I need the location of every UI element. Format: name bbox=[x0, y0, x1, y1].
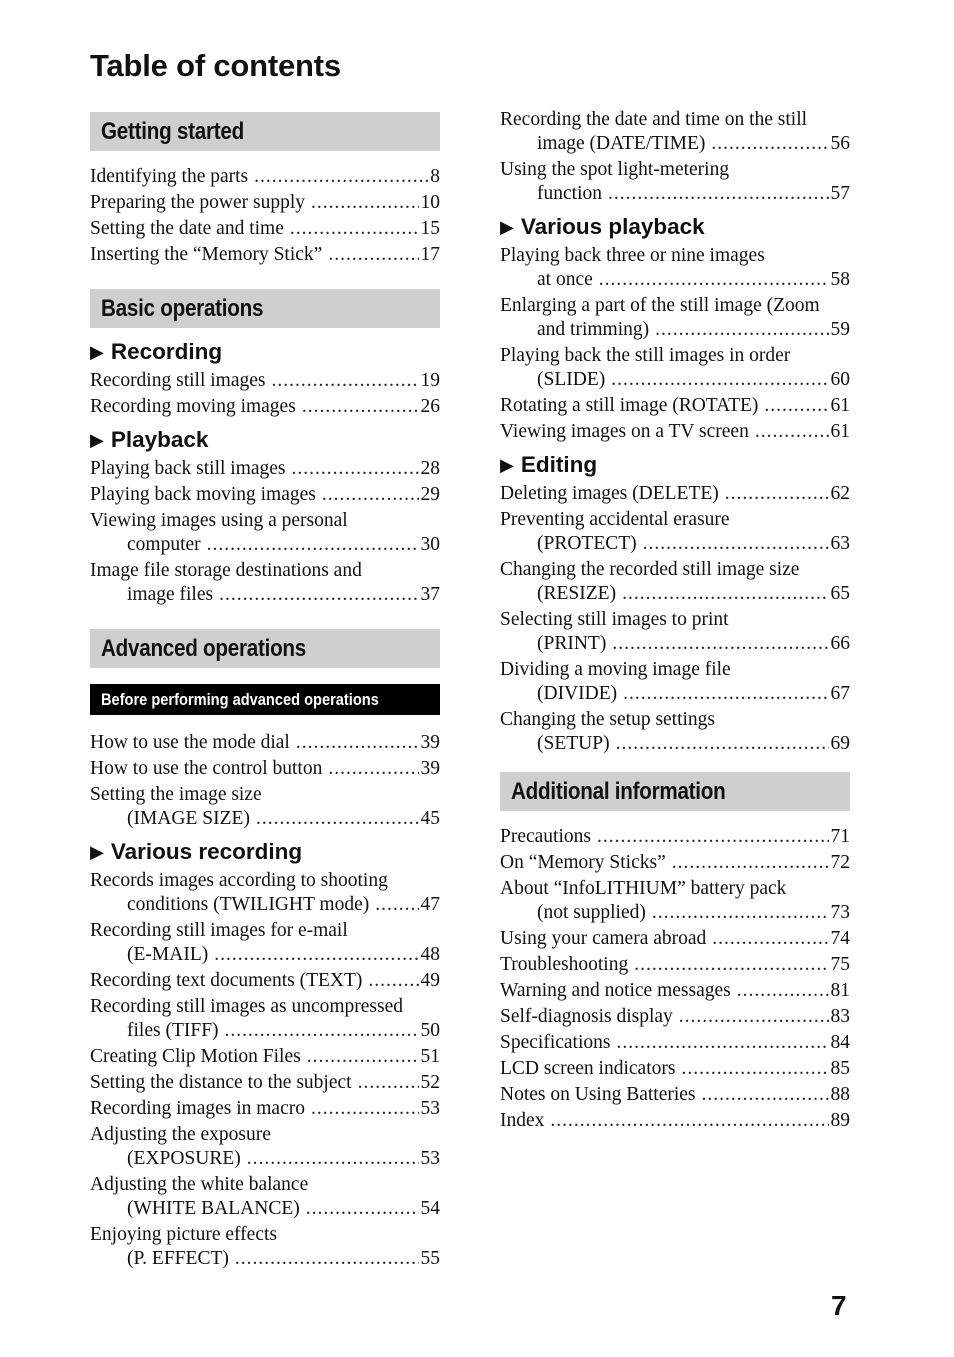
dot-leader bbox=[368, 969, 418, 993]
dot-leader bbox=[271, 369, 418, 393]
dot-leader bbox=[652, 901, 829, 925]
toc-entry-title: Setting the distance to the subject bbox=[90, 1072, 352, 1093]
subsection-heading-recording bbox=[90, 337, 440, 367]
toc-entry-line bbox=[500, 682, 850, 706]
toc-entry-line bbox=[500, 1109, 850, 1133]
toc-entry-line bbox=[500, 268, 850, 292]
toc-entry-title-line: Adjusting the exposure bbox=[90, 1124, 271, 1145]
toc-entry-line bbox=[90, 731, 440, 755]
dot-leader bbox=[292, 457, 419, 481]
toc-entry-line bbox=[90, 1197, 440, 1221]
page-number: 7 bbox=[831, 1290, 847, 1321]
toc-entry-page: 52 bbox=[420, 1072, 440, 1093]
toc-entry[interactable] bbox=[500, 394, 850, 418]
toc-entry[interactable] bbox=[90, 395, 440, 419]
toc-entry-title-line: Playing back three or nine images bbox=[500, 245, 765, 266]
toc-entry-page: 58 bbox=[830, 269, 850, 290]
banner-label: Before performing advanced operations bbox=[101, 689, 379, 709]
dot-leader bbox=[712, 927, 828, 951]
toc-entry-line bbox=[90, 943, 440, 967]
toc-entry[interactable] bbox=[500, 1109, 850, 1133]
toc-entry-page: 19 bbox=[420, 370, 440, 391]
toc-entry-page: 75 bbox=[830, 954, 850, 975]
toc-entry-page: 17 bbox=[420, 244, 440, 265]
toc-entry-page: 67 bbox=[830, 683, 850, 704]
toc-entry[interactable] bbox=[500, 658, 850, 706]
toc-entry-title: at once bbox=[537, 269, 593, 290]
toc-entry-title: Using your camera abroad bbox=[500, 928, 707, 949]
toc-list bbox=[500, 244, 850, 444]
toc-entry-line bbox=[90, 1071, 440, 1095]
dot-leader bbox=[616, 732, 829, 756]
toc-entry-title: Recording text documents (TEXT) bbox=[90, 970, 363, 991]
toc-entry[interactable] bbox=[90, 243, 440, 267]
toc-entry-line bbox=[90, 807, 440, 831]
dot-leader bbox=[214, 943, 418, 967]
subsection-label: Various playback bbox=[520, 214, 705, 239]
section-label: Additional information bbox=[511, 777, 726, 805]
toc-entry-page: 55 bbox=[420, 1248, 440, 1269]
toc-entry-title-line: Using the spot light-metering bbox=[500, 159, 730, 180]
toc-entry-line bbox=[90, 583, 440, 607]
dot-leader bbox=[764, 394, 828, 418]
toc-entry[interactable] bbox=[500, 420, 850, 444]
toc-entry-title-line: Viewing images using a personal bbox=[90, 510, 348, 531]
toc-entry-title-line: Selecting still images to print bbox=[500, 609, 729, 630]
toc-entry-page: 83 bbox=[830, 1006, 850, 1027]
toc-entry[interactable] bbox=[500, 294, 850, 342]
subsection-label: Editing bbox=[520, 452, 598, 477]
toc-entry[interactable] bbox=[500, 558, 850, 606]
toc-entry-line bbox=[500, 1083, 850, 1107]
toc-entry[interactable] bbox=[90, 995, 440, 1043]
toc-entry-title: Recording moving images bbox=[90, 396, 296, 417]
section-basic-operations bbox=[90, 289, 440, 328]
toc-entry-title: (EXPOSURE) bbox=[127, 1148, 241, 1169]
dot-leader bbox=[302, 395, 419, 419]
subsection-heading-various-recording bbox=[90, 837, 440, 867]
toc-entry-title: Self-diagnosis display bbox=[500, 1006, 673, 1027]
toc-entry-page: 57 bbox=[830, 183, 850, 204]
toc-entry-line bbox=[500, 368, 850, 392]
toc-entry-title-line: Recording still images as uncompressed bbox=[90, 996, 404, 1017]
dot-leader bbox=[311, 191, 419, 215]
dot-leader bbox=[679, 1005, 829, 1029]
toc-entry-page: 15 bbox=[420, 218, 440, 239]
toc-entry-title: Inserting the “Memory Stick” bbox=[90, 244, 323, 265]
dot-leader bbox=[623, 682, 828, 706]
toc-entry-title: Identifying the parts bbox=[90, 166, 249, 187]
toc-entry-title: (SLIDE) bbox=[537, 369, 606, 390]
toc-entry-title: (not supplied) bbox=[537, 902, 646, 923]
section-label: Getting started bbox=[101, 117, 244, 145]
toc-entry-page: 65 bbox=[830, 583, 850, 604]
toc-entry[interactable] bbox=[90, 919, 440, 967]
toc-entry-page: 63 bbox=[830, 533, 850, 554]
toc-entry-page: 48 bbox=[420, 944, 440, 965]
toc-entry-line bbox=[90, 1097, 440, 1121]
toc-entry-line bbox=[500, 182, 850, 206]
toc-entry-page: 89 bbox=[830, 1110, 850, 1131]
dot-leader bbox=[550, 1109, 828, 1133]
toc-entry-title: Index bbox=[500, 1110, 545, 1131]
toc-entry-page: 49 bbox=[420, 970, 440, 991]
left-column bbox=[90, 112, 440, 1273]
toc-entry-title-line: Preventing accidental erasure bbox=[500, 509, 730, 530]
toc-entry-title-line: Enlarging a part of the still image (Zoom bbox=[500, 295, 820, 316]
triangle-right-icon: ▶ bbox=[90, 430, 104, 450]
toc-entry-page: 59 bbox=[830, 319, 850, 340]
toc-entry-page: 45 bbox=[420, 808, 440, 829]
toc-entry-page: 28 bbox=[420, 458, 440, 479]
toc-entry[interactable] bbox=[500, 825, 850, 849]
toc-entry-title: Troubleshooting bbox=[500, 954, 629, 975]
toc-entry[interactable] bbox=[90, 1223, 440, 1271]
toc-entry-line bbox=[500, 953, 850, 977]
toc-entry-line bbox=[90, 1147, 440, 1171]
subsection-heading-various-playback bbox=[500, 212, 850, 242]
toc-entry[interactable] bbox=[500, 979, 850, 1003]
subsection-label: Recording bbox=[110, 339, 223, 364]
toc-entry-line bbox=[500, 132, 850, 156]
toc-entry-line bbox=[500, 1057, 850, 1081]
dot-leader bbox=[737, 979, 829, 1003]
toc-entry-line bbox=[500, 825, 850, 849]
toc-entry-page: 74 bbox=[830, 928, 850, 949]
dot-leader bbox=[358, 1071, 419, 1095]
toc-entry-page: 37 bbox=[420, 584, 440, 605]
toc-entry-title-line: Recording the date and time on the still bbox=[500, 109, 808, 130]
toc-entry-line bbox=[90, 1019, 440, 1043]
toc-entry-line bbox=[90, 1045, 440, 1069]
toc-entry[interactable] bbox=[500, 877, 850, 925]
toc-entry[interactable] bbox=[90, 191, 440, 215]
toc-entry-title: Rotating a still image (ROTATE) bbox=[500, 395, 759, 416]
toc-entry[interactable] bbox=[500, 953, 850, 977]
toc-entry[interactable] bbox=[500, 1057, 850, 1081]
toc-list bbox=[90, 731, 440, 831]
toc-entry-title: (PROTECT) bbox=[537, 533, 637, 554]
toc-list bbox=[90, 869, 440, 1271]
toc-entry-title-line: Playing back the still images in order bbox=[500, 345, 791, 366]
toc-entry-title: and trimming) bbox=[537, 319, 650, 340]
toc-entry[interactable] bbox=[90, 1071, 440, 1095]
dot-leader bbox=[599, 268, 829, 292]
toc-entry-line bbox=[500, 394, 850, 418]
toc-entry-page: 71 bbox=[830, 826, 850, 847]
toc-entry-title: Specifications bbox=[500, 1032, 611, 1053]
toc-entry-line bbox=[500, 582, 850, 606]
toc-entry-title: Viewing images on a TV screen bbox=[500, 421, 749, 442]
dot-leader bbox=[672, 851, 829, 875]
dot-leader bbox=[322, 483, 419, 507]
subsection-heading-playback bbox=[90, 425, 440, 455]
toc-entry-title: LCD screen indicators bbox=[500, 1058, 676, 1079]
toc-entry-page: 29 bbox=[420, 484, 440, 505]
toc-entry-title: How to use the mode dial bbox=[90, 732, 290, 753]
dot-leader bbox=[711, 132, 828, 156]
toc-entry-page: 62 bbox=[830, 483, 850, 504]
toc-entry-page: 61 bbox=[830, 421, 850, 442]
toc-entry-line bbox=[90, 217, 440, 241]
toc-entry-title-line: Setting the image size bbox=[90, 784, 262, 805]
section-label: Advanced operations bbox=[101, 634, 306, 662]
toc-entry[interactable] bbox=[500, 482, 850, 506]
dot-leader bbox=[608, 182, 829, 206]
dot-leader bbox=[681, 1057, 828, 1081]
dot-leader bbox=[755, 420, 829, 444]
toc-entry-line bbox=[90, 1247, 440, 1271]
toc-entry-line bbox=[90, 243, 440, 267]
toc-entry-line bbox=[90, 483, 440, 507]
toc-entry-line bbox=[500, 318, 850, 342]
dot-leader bbox=[611, 368, 828, 392]
dot-leader bbox=[643, 532, 829, 556]
toc-entry-title: Deleting images (DELETE) bbox=[500, 483, 719, 504]
section-additional-information bbox=[500, 772, 850, 811]
toc-entry[interactable] bbox=[500, 344, 850, 392]
page-title: Table of contents bbox=[90, 48, 341, 83]
toc-entry-page: 10 bbox=[420, 192, 440, 213]
toc-entry-line bbox=[90, 191, 440, 215]
toc-entry[interactable] bbox=[90, 1045, 440, 1069]
toc-entry-line bbox=[90, 395, 440, 419]
triangle-right-icon: ▶ bbox=[500, 455, 514, 475]
dot-leader bbox=[256, 807, 419, 831]
toc-entry-title: (IMAGE SIZE) bbox=[127, 808, 250, 829]
toc-entry-title: (RESIZE) bbox=[537, 583, 617, 604]
toc-entry-title-line: Records images according to shooting bbox=[90, 870, 388, 891]
dot-leader bbox=[622, 582, 828, 606]
toc-list bbox=[90, 457, 440, 607]
toc-entry-title: image (DATE/TIME) bbox=[537, 133, 706, 154]
toc-entry-page: 30 bbox=[420, 534, 440, 555]
dot-leader bbox=[296, 731, 419, 755]
dot-leader bbox=[725, 482, 829, 506]
dot-leader bbox=[306, 1197, 419, 1221]
toc-entry[interactable] bbox=[500, 927, 850, 951]
toc-entry-page: 72 bbox=[830, 852, 850, 873]
toc-entry-page: 54 bbox=[420, 1198, 440, 1219]
toc-entry-title: Preparing the power supply bbox=[90, 192, 305, 213]
subsection-label: Playback bbox=[110, 427, 209, 452]
toc-entry-title-line: Changing the recorded still image size bbox=[500, 559, 800, 580]
toc-entry-page: 47 bbox=[420, 894, 440, 915]
toc-entry-title: Notes on Using Batteries bbox=[500, 1084, 696, 1105]
toc-entry-line bbox=[500, 927, 850, 951]
toc-entry[interactable] bbox=[90, 369, 440, 393]
toc-entry[interactable] bbox=[500, 108, 850, 156]
toc-entry-page: 8 bbox=[430, 166, 440, 187]
dot-leader bbox=[328, 243, 418, 267]
toc-entry-page: 84 bbox=[830, 1032, 850, 1053]
dot-leader bbox=[597, 825, 829, 849]
toc-entry-page: 39 bbox=[420, 732, 440, 753]
toc-entry-page: 50 bbox=[420, 1020, 440, 1041]
toc-entry[interactable] bbox=[90, 869, 440, 917]
dot-leader bbox=[612, 632, 828, 656]
subsection-label: Various recording bbox=[110, 839, 303, 864]
toc-entry[interactable] bbox=[500, 244, 850, 292]
toc-entry-title-line: Dividing a moving image file bbox=[500, 659, 731, 680]
triangle-right-icon: ▶ bbox=[500, 217, 514, 237]
toc-entry-title: (WHITE BALANCE) bbox=[127, 1198, 300, 1219]
dot-leader bbox=[616, 1031, 828, 1055]
toc-entry[interactable] bbox=[500, 1031, 850, 1055]
toc-entry-line bbox=[90, 165, 440, 189]
section-getting-started bbox=[90, 112, 440, 151]
toc-entry-line bbox=[90, 533, 440, 557]
toc-list bbox=[500, 825, 850, 1133]
dot-leader bbox=[655, 318, 828, 342]
toc-entry-line bbox=[500, 1005, 850, 1029]
toc-entry-page: 26 bbox=[420, 396, 440, 417]
dot-leader bbox=[311, 1097, 419, 1121]
toc-entry[interactable] bbox=[90, 483, 440, 507]
toc-entry[interactable] bbox=[90, 559, 440, 607]
toc-entry-title: (E-MAIL) bbox=[127, 944, 209, 965]
toc-entry-title-line: Image file storage destinations and bbox=[90, 560, 362, 581]
toc-entry[interactable] bbox=[90, 1097, 440, 1121]
toc-entry-page: 69 bbox=[830, 733, 850, 754]
dot-leader bbox=[290, 217, 419, 241]
toc-entry[interactable] bbox=[90, 757, 440, 781]
toc-entry-title: On “Memory Sticks” bbox=[500, 852, 666, 873]
toc-entry-page: 39 bbox=[420, 758, 440, 779]
toc-entry-title: image files bbox=[127, 584, 214, 605]
toc-entry[interactable] bbox=[500, 608, 850, 656]
toc-entry-title: Recording still images bbox=[90, 370, 266, 391]
toc-entry[interactable] bbox=[500, 1083, 850, 1107]
toc-entry-title: function bbox=[537, 183, 602, 204]
toc-entry-title: (PRINT) bbox=[537, 633, 607, 654]
toc-entry[interactable] bbox=[90, 969, 440, 993]
toc-entry[interactable] bbox=[90, 1173, 440, 1221]
toc-entry-page: 51 bbox=[420, 1046, 440, 1067]
toc-entry-line bbox=[90, 369, 440, 393]
dot-leader bbox=[247, 1147, 419, 1171]
toc-entry[interactable] bbox=[500, 1005, 850, 1029]
toc-entry-page: 61 bbox=[830, 395, 850, 416]
toc-entry[interactable] bbox=[90, 165, 440, 189]
toc-entry-title: Recording images in macro bbox=[90, 1098, 305, 1119]
toc-entry-line bbox=[90, 893, 440, 917]
dot-leader bbox=[219, 583, 418, 607]
section-label: Basic operations bbox=[101, 294, 264, 322]
toc-entry-page: 60 bbox=[830, 369, 850, 390]
toc-entry-title-line: Enjoying picture effects bbox=[90, 1224, 277, 1245]
before-advanced-banner bbox=[90, 684, 440, 715]
section-advanced-operations bbox=[90, 629, 440, 668]
toc-entry[interactable] bbox=[90, 731, 440, 755]
toc-entry-line bbox=[500, 732, 850, 756]
toc-list bbox=[90, 165, 440, 267]
toc-entry[interactable] bbox=[500, 708, 850, 756]
toc-entry[interactable] bbox=[90, 217, 440, 241]
toc-entry-title: Setting the date and time bbox=[90, 218, 284, 239]
dot-leader bbox=[254, 165, 428, 189]
dot-leader bbox=[307, 1045, 419, 1069]
dot-leader bbox=[634, 953, 828, 977]
toc-list bbox=[500, 482, 850, 756]
toc-entry-title: (P. EFFECT) bbox=[127, 1248, 229, 1269]
toc-entry-page: 56 bbox=[830, 133, 850, 154]
toc-entry-page: 53 bbox=[420, 1098, 440, 1119]
toc-entry-title: (DIVIDE) bbox=[537, 683, 618, 704]
dot-leader bbox=[207, 533, 419, 557]
toc-entry-title-line: Changing the setup settings bbox=[500, 709, 716, 730]
toc-entry[interactable] bbox=[90, 457, 440, 481]
dot-leader bbox=[375, 893, 418, 917]
triangle-right-icon: ▶ bbox=[90, 842, 104, 862]
toc-entry-title: conditions (TWILIGHT mode) bbox=[127, 894, 370, 915]
toc-entry-line bbox=[500, 901, 850, 925]
toc-entry[interactable] bbox=[90, 509, 440, 557]
right-column bbox=[500, 106, 850, 1135]
subsection-heading-editing bbox=[500, 450, 850, 480]
toc-entry-page: 66 bbox=[830, 633, 850, 654]
toc-entry-line bbox=[90, 969, 440, 993]
toc-entry-title: Playing back still images bbox=[90, 458, 286, 479]
toc-list bbox=[500, 108, 850, 206]
dot-leader bbox=[225, 1019, 419, 1043]
toc-entry-page: 73 bbox=[830, 902, 850, 923]
toc-entry-page: 88 bbox=[830, 1084, 850, 1105]
toc-entry-line bbox=[90, 757, 440, 781]
toc-entry-title-line: Recording still images for e-mail bbox=[90, 920, 348, 941]
toc-entry-line bbox=[500, 632, 850, 656]
dot-leader bbox=[235, 1247, 419, 1271]
toc-entry-line bbox=[500, 979, 850, 1003]
dot-leader bbox=[328, 757, 418, 781]
toc-entry-line bbox=[500, 1031, 850, 1055]
toc-entry-title: files (TIFF) bbox=[127, 1020, 219, 1041]
toc-entry-line bbox=[500, 482, 850, 506]
triangle-right-icon: ▶ bbox=[90, 342, 104, 362]
toc-entry-title: Playing back moving images bbox=[90, 484, 316, 505]
toc-entry-title: Precautions bbox=[500, 826, 591, 847]
toc-entry[interactable] bbox=[90, 1123, 440, 1171]
toc-entry-line bbox=[500, 420, 850, 444]
toc-entry-title: Creating Clip Motion Files bbox=[90, 1046, 301, 1067]
toc-entry-line bbox=[500, 851, 850, 875]
dot-leader bbox=[702, 1083, 829, 1107]
toc-entry[interactable] bbox=[90, 783, 440, 831]
toc-entry-title: How to use the control button bbox=[90, 758, 323, 779]
toc-entry[interactable] bbox=[500, 158, 850, 206]
toc-entry-page: 85 bbox=[830, 1058, 850, 1079]
toc-entry[interactable] bbox=[500, 851, 850, 875]
toc-entry-title: computer bbox=[127, 534, 201, 555]
toc-entry-title: (SETUP) bbox=[537, 733, 610, 754]
toc-entry-page: 81 bbox=[830, 980, 850, 1001]
toc-entry-line bbox=[90, 457, 440, 481]
toc-entry-title-line: Adjusting the white balance bbox=[90, 1174, 309, 1195]
toc-entry-title-line: About “InfoLITHIUM” battery pack bbox=[500, 878, 787, 899]
toc-entry[interactable] bbox=[500, 508, 850, 556]
toc-list bbox=[90, 369, 440, 419]
toc-entry-title: Warning and notice messages bbox=[500, 980, 731, 1001]
toc-entry-page: 53 bbox=[420, 1148, 440, 1169]
toc-entry-line bbox=[500, 532, 850, 556]
